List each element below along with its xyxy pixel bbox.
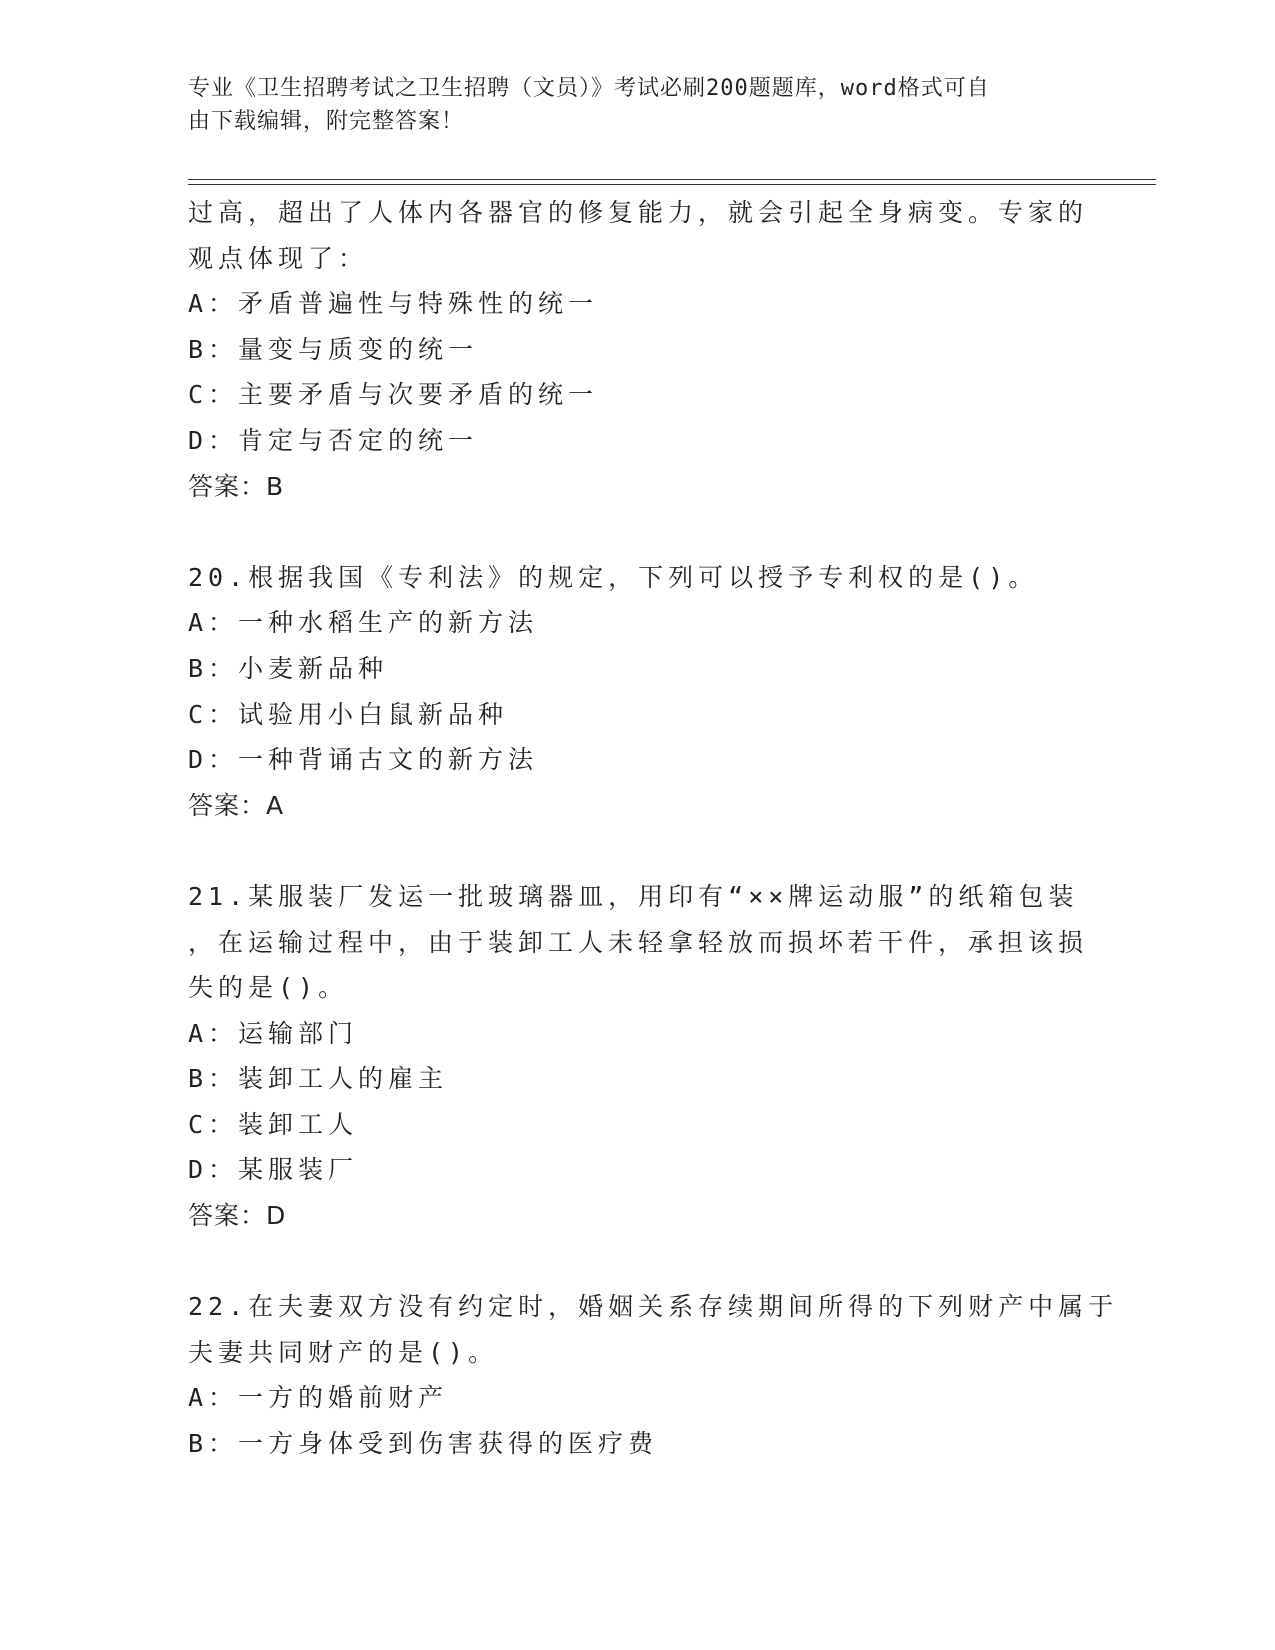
answer: 答案：A [188, 790, 285, 820]
option-d: D：一种背诵古文的新方法 [188, 745, 539, 775]
question-stem: 20.根据我国《专利法》的规定，下列可以授予专利权的是()。 [188, 562, 1039, 592]
header-title-line-1: 专业《卫生招聘考试之卫生招聘（文员）》考试必刷200题题库，word格式可自 [188, 76, 990, 101]
option-a: A：一种水稻生产的新方法 [188, 608, 539, 638]
question-list [188, 190, 1119, 1467]
option-b: B：装卸工人的雇主 [188, 1064, 449, 1094]
option-c: C：主要矛盾与次要矛盾的统一 [188, 380, 599, 410]
spacer [188, 1239, 1088, 1285]
question-22 [188, 1284, 1119, 1466]
question-stem: 夫妻共同财产的是()。 [188, 1337, 499, 1367]
question-stem: 观点体现了： [188, 243, 369, 273]
option-d: D：某服装厂 [188, 1155, 359, 1185]
question-stem: 21.某服装厂发运一批玻璃器皿，用印有“××牌运动服”的纸箱包装 [188, 881, 1079, 911]
answer: 答案：D [188, 1201, 287, 1231]
spacer [188, 828, 1088, 874]
option-b: B：量变与质变的统一 [188, 334, 479, 364]
option-a: A：一方的婚前财产 [188, 1383, 449, 1413]
header-divider-top [188, 179, 1156, 180]
option-a: A：矛盾普遍性与特殊性的统一 [188, 289, 599, 319]
question-stem: 22.在夫妻双方没有约定时，婚姻关系存续期间所得的下列财产中属于 [188, 1292, 1119, 1322]
header-divider-bottom [188, 184, 1156, 185]
option-d: D：肯定与否定的统一 [188, 425, 479, 455]
question-stem: 过高，超出了人体内各器官的修复能力，就会引起全身病变。专家的 [188, 198, 1089, 227]
option-c: C：装卸工人 [188, 1109, 359, 1139]
option-a: A：运输部门 [188, 1018, 359, 1048]
question-19 [188, 190, 1088, 509]
answer: 答案：B [188, 471, 285, 501]
spacer [188, 509, 1088, 555]
option-c: C：试验用小白鼠新品种 [188, 699, 509, 729]
question-21 [188, 874, 1088, 1239]
header-title-line-2: 由下载编辑，附完整答案！ [188, 109, 465, 134]
question-stem: 失的是()。 [188, 973, 349, 1003]
page-header [188, 72, 1088, 138]
option-b: B：一方身体受到伤害获得的医疗费 [188, 1429, 659, 1459]
question-20 [188, 555, 1088, 829]
question-stem: ，在运输过程中，由于装卸工人未轻拿轻放而损坏若干件，承担该损 [188, 927, 1089, 957]
option-b: B：小麦新品种 [188, 653, 389, 683]
